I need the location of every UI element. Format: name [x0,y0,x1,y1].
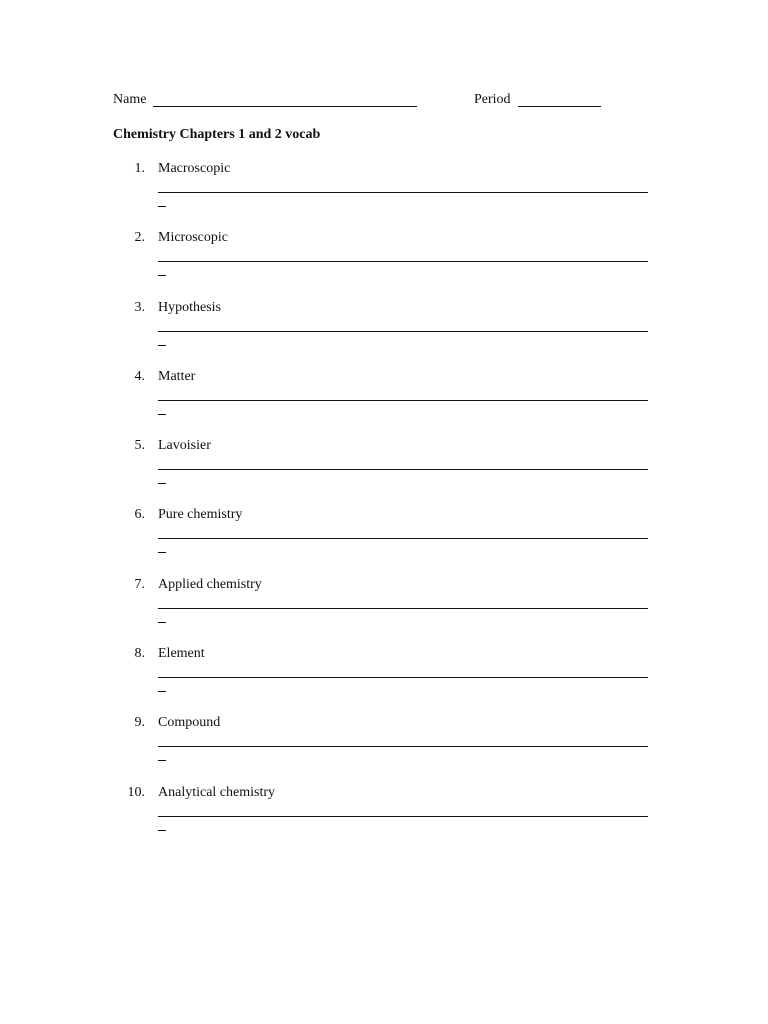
period-blank-line [518,106,601,107]
answer-line [158,746,648,747]
period-label: Period [474,92,511,107]
header-row [113,91,633,111]
answer-line-overflow [158,414,166,415]
answer-line-overflow [158,552,166,553]
answer-line-overflow [158,206,166,207]
vocab-list [113,160,653,853]
vocab-item [113,368,653,437]
answer-line [158,816,648,817]
answer-line [158,538,648,539]
vocab-term: Lavoisier [158,438,211,454]
item-number: 8. [134,646,145,662]
answer-line-overflow [158,622,166,623]
item-number: 2. [134,230,145,246]
vocab-item [113,576,653,645]
name-label: Name [113,92,147,107]
vocab-term: Applied chemistry [158,576,262,592]
answer-line [158,192,648,193]
answer-line-overflow [158,691,166,692]
vocab-term: Pure chemistry [158,507,243,523]
answer-line-overflow [158,345,166,346]
item-number: 4. [134,368,145,384]
item-number: 3. [134,299,145,315]
item-number: 6. [134,507,145,523]
vocab-item [113,229,653,298]
vocab-term: Macroscopic [158,161,231,176]
item-number: 1. [134,161,145,176]
answer-line [158,608,648,609]
item-number: 10. [127,784,145,800]
vocab-item [113,714,653,783]
vocab-term: Compound [158,715,221,731]
worksheet-title: Chemistry Chapters 1 and 2 vocab [113,127,321,142]
vocab-term: Matter [158,368,196,384]
name-blank-line [153,106,417,107]
answer-line [158,261,648,262]
vocab-term: Hypothesis [158,299,221,315]
answer-line-overflow [158,275,166,276]
answer-line-overflow [158,483,166,484]
answer-line-overflow [158,830,166,831]
item-number: 7. [134,576,145,592]
vocab-item [113,299,653,368]
vocab-item [113,784,653,853]
answer-line [158,400,648,401]
item-number: 9. [134,715,145,731]
answer-line [158,677,648,678]
vocab-term: Element [158,646,205,662]
vocab-item [113,645,653,714]
item-number: 5. [134,438,145,454]
vocab-term: Microscopic [158,230,228,246]
vocab-item [113,160,653,229]
vocab-item [113,437,653,506]
vocab-item [113,506,653,575]
answer-line-overflow [158,760,166,761]
answer-line [158,331,648,332]
answer-line [158,469,648,470]
vocab-term: Analytical chemistry [158,784,276,800]
